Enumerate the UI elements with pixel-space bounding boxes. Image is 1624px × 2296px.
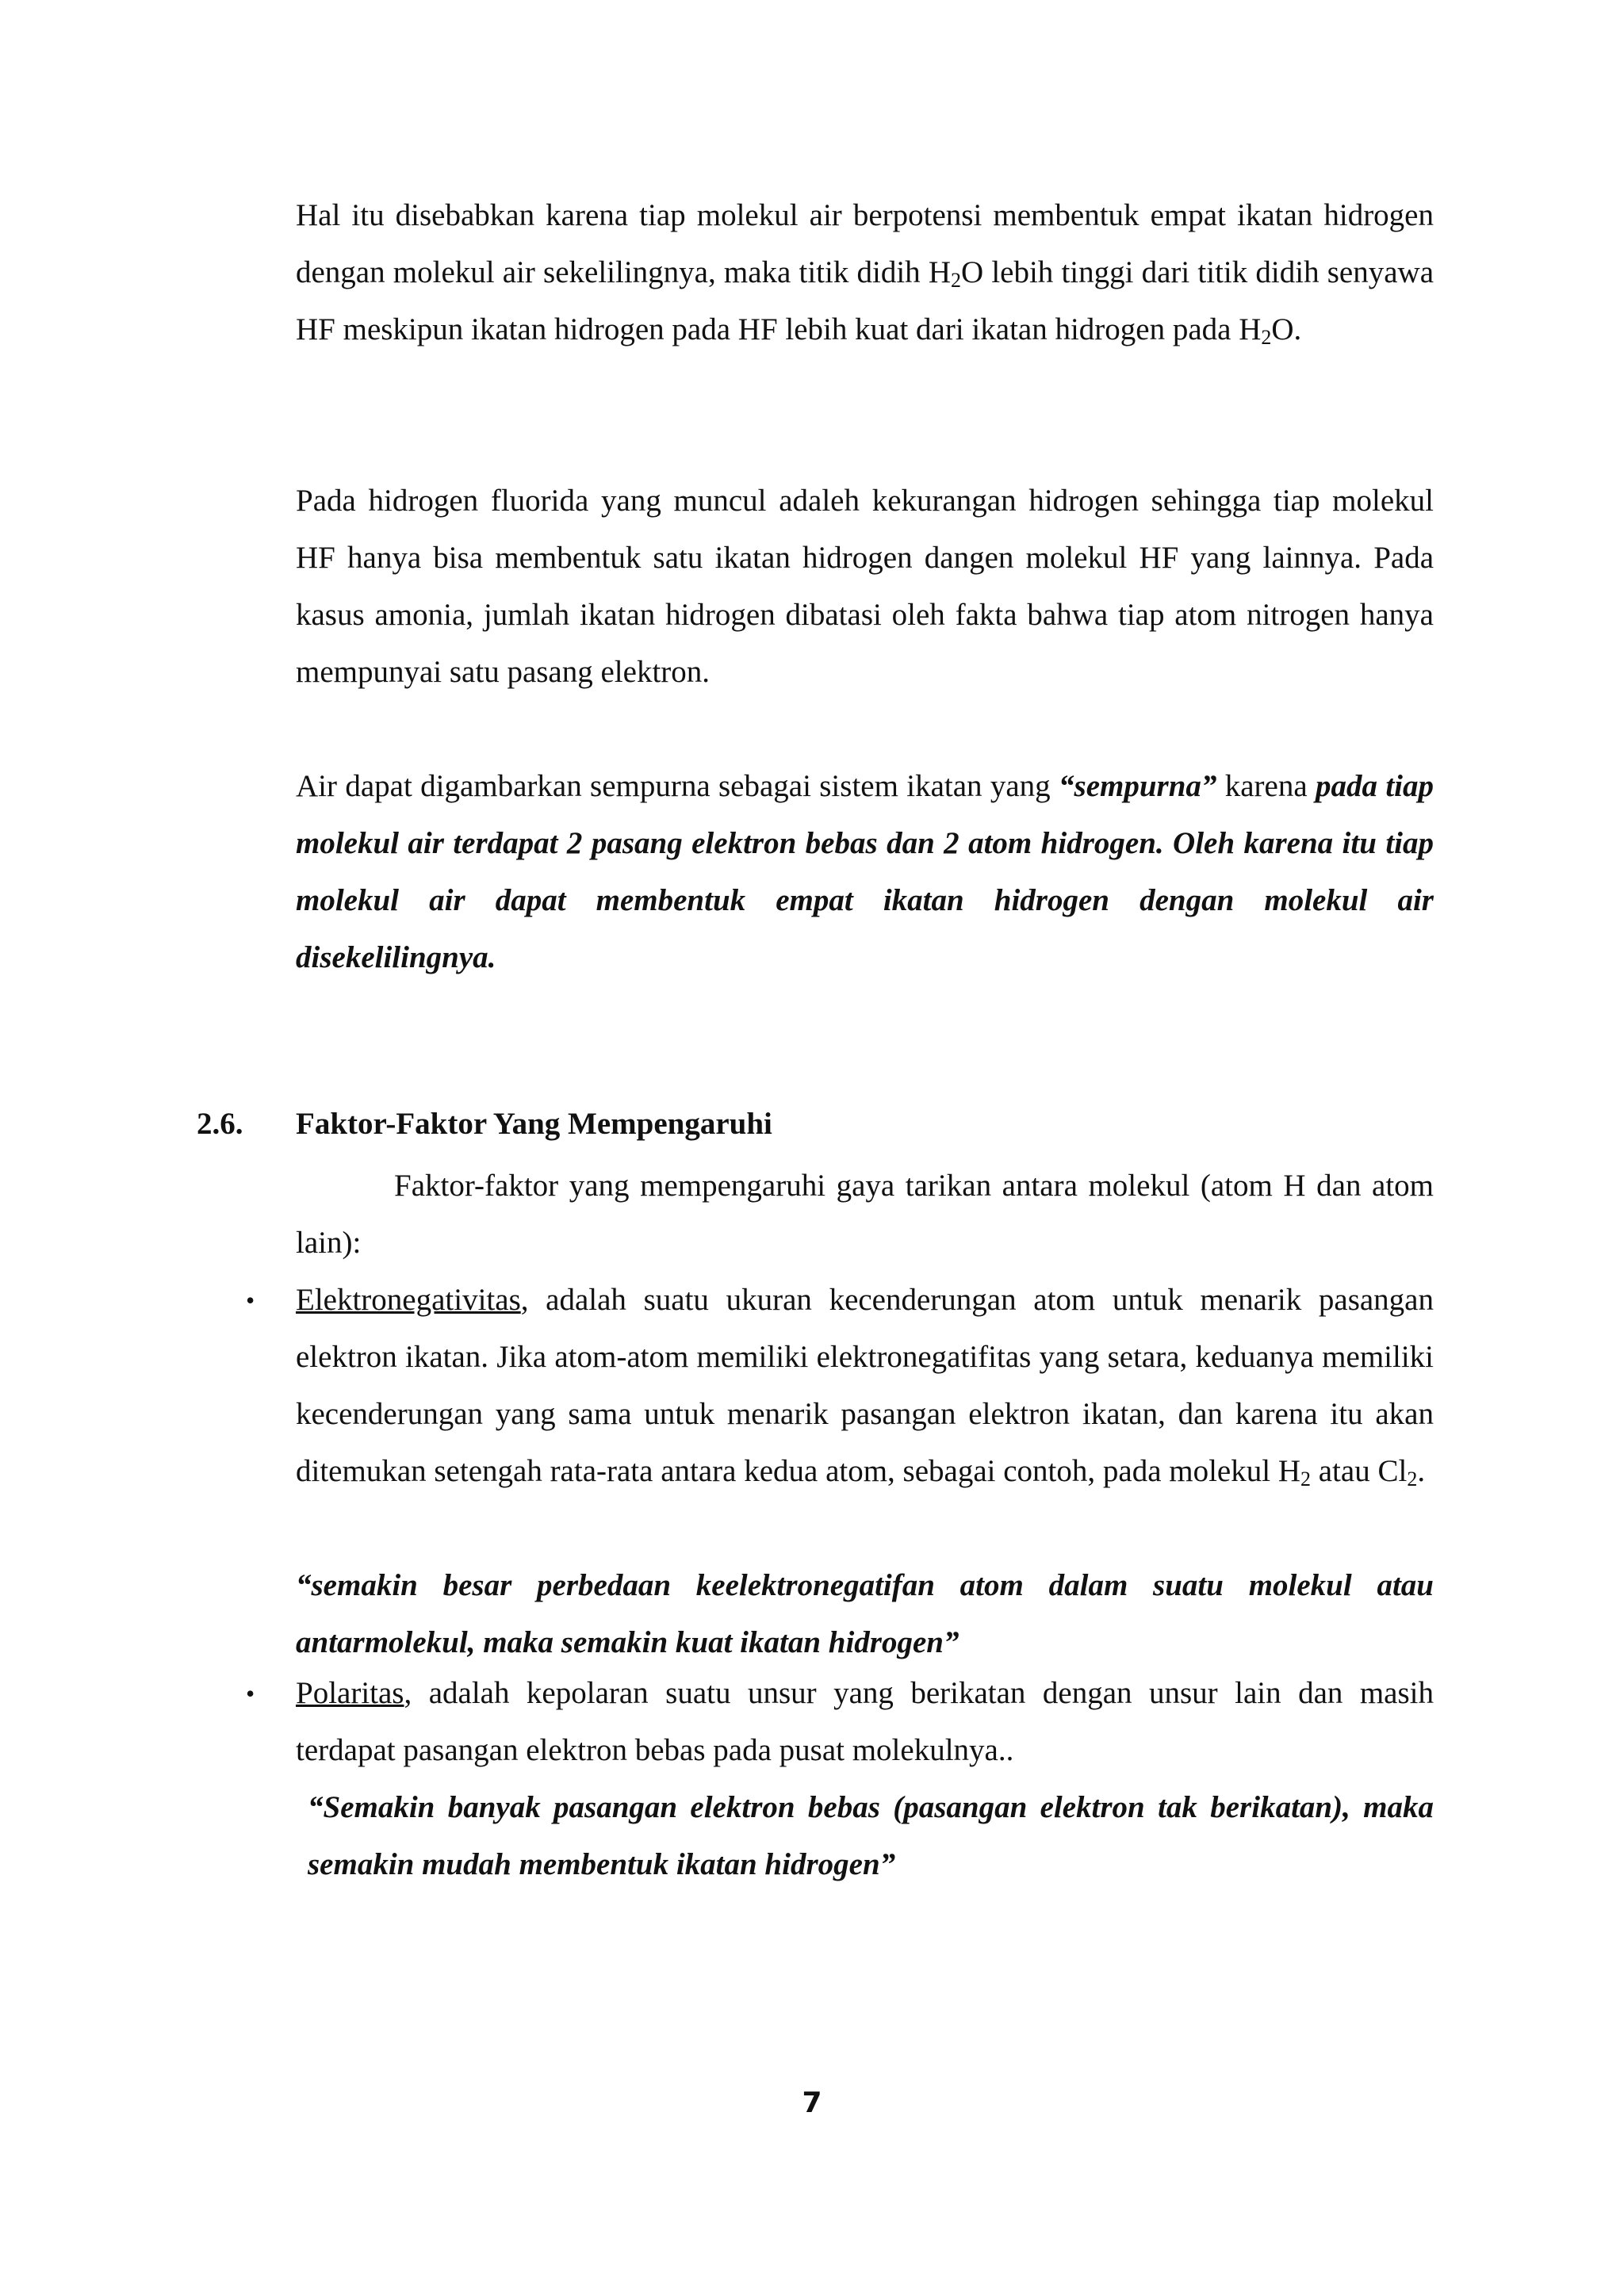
section-number: 2.6. [197,1107,243,1141]
term-polarity: Polaritas [296,1676,404,1710]
quote-polarity: “Semakin banyak pasangan elektron bebas (pasangan elektron tak berikatan), maka semakin mudah membentuk ikatan hidrogen” [308,1790,1434,1881]
paragraph-hydrogen-fluoride: Pada hidrogen fluorida yang muncul adaleh kekurangan hidrogen sehingga tiap molekul HF hanya bisa membentuk satu ikatan hidrogen dangen molekul HF yang lainnya. Pada kasus amonia, jumlah ikatan hidrogen dibatasi oleh fakta bahwa tiap atom nitrogen hanya mempunyai satu pasang elektron. [296,484,1434,689]
subscript: 2 [951,269,961,292]
subscript: 2 [1407,1468,1418,1490]
quote-electronegativity: “semakin besar perbedaan keelektronegatifan atom dalam suatu molekul atau antarmolekul, maka semakin kuat ikatan hidrogen” [296,1568,1434,1659]
section-title: Faktor-Faktor Yang Mempengaruhi [296,1107,772,1141]
section-intro: Faktor-faktor yang mempengaruhi gaya tarikan antara molekul (atom H dan atom lain): [296,1169,1434,1260]
term-electronegativity: Elektronegativitas [296,1283,521,1317]
paragraph-water-perfect-system [296,758,1434,986]
bullet-marker: • [246,1286,255,1314]
text-run: O lebih tinggi dari titik didih senyawa HF meskipun ikatan hidrogen pada HF lebih kuat dari ikatan hidrogen pada H [296,255,1434,346]
text-run: karena [1216,769,1316,803]
text-run: . [1417,1454,1426,1488]
paragraph-boiling-point [296,187,1434,358]
text-run: Hal itu disebabkan karena tiap molekul air berpotensi membentuk empat ikatan hidrogen dengan molekul air sekelilingnya, maka titik didih H [296,198,1434,289]
text-run: Air dapat digambarkan sempurna sebagai sistem ikatan yang [296,769,1059,803]
emphasis-statement: pada tiap molekul air terdapat 2 pasang elektron bebas dan 2 atom hidrogen. Oleh karena itu tiap molekul air dapat membentuk empat ikatan hidrogen dengan molekul air disekelilingnya. [296,769,1434,974]
text-run: atau Cl [1311,1454,1408,1488]
bullet-polarity [296,1665,1434,1779]
text-run: , adalah suatu ukuran kecenderungan atom untuk menarik pasangan elektron ikatan. Jika atom-atom memiliki elektronegatifitas yang setara, keduanya memiliki kecenderungan yang sama untuk menarik pasangan elektron ikatan, dan karena itu akan ditemukan setengah rata-rata antara kedua atom, sebagai contoh, pada molekul H [296,1283,1434,1488]
subscript: 2 [1261,326,1272,349]
page-number: 7 [802,2087,822,2119]
text-run: , adalah kepolaran suatu unsur yang berikatan dengan unsur lain dan masih terdapat pasangan elektron bebas pada pusat molekulnya.. [296,1676,1434,1767]
bullet-electronegativity [296,1272,1434,1500]
text-run: O. [1271,312,1302,346]
subscript: 2 [1300,1468,1311,1490]
bullet-marker: • [246,1679,255,1708]
emphasis-quote: “sempurna” [1059,769,1217,803]
